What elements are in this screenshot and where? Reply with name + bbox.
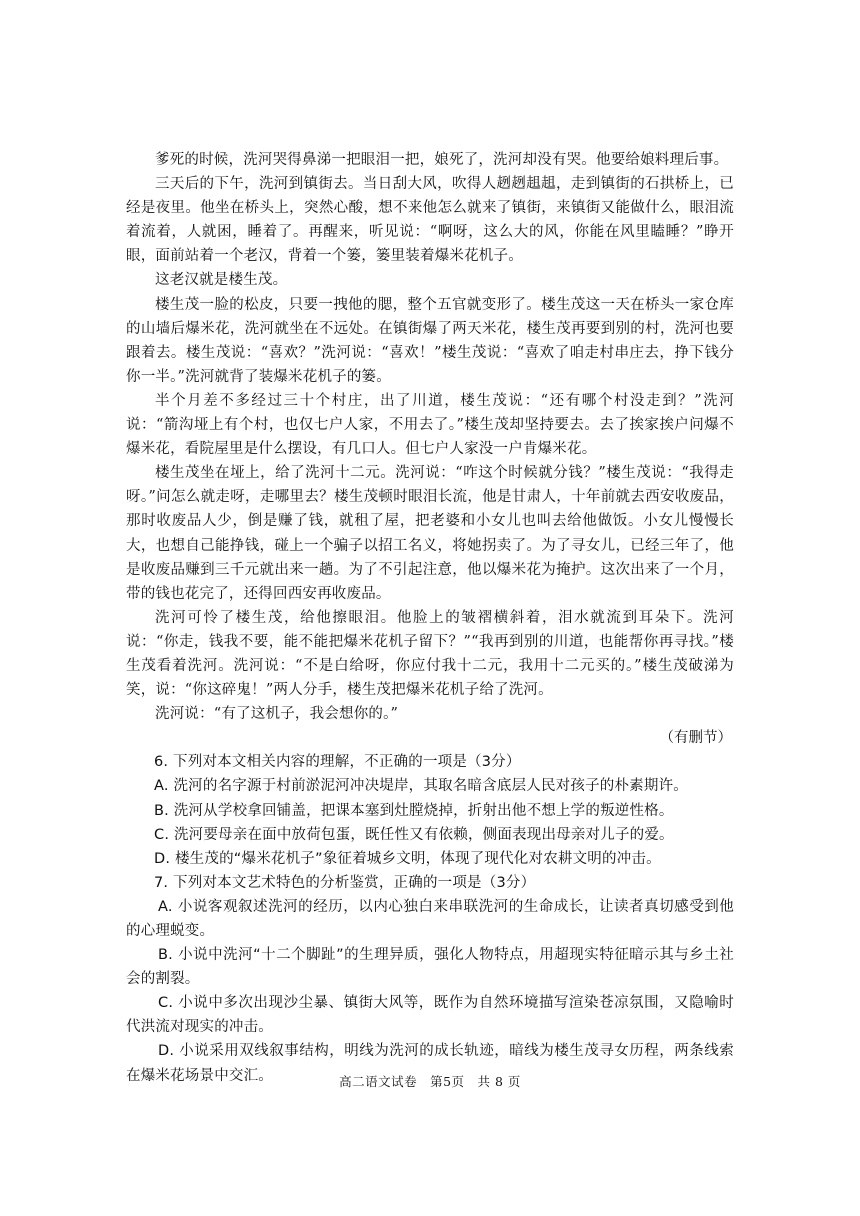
story-paragraph: 半个月差不多经过三十个村庄，出了川道，楼生茂说：“还有哪个村没走到？”洗河说：“箭沟垭上有个村，也仅七户人家，不用去了。”楼生茂却坚持要去。去了挨家挨户问爆不爆米花，看院屋里是什么摆设，有几口人。但七户人家没一户肯爆米花。 [126, 392, 734, 458]
question-6-option-d: D. 楼生茂的“爆米花机子”象征着城乡文明，体现了现代化对农耕文明的冲击。 [154, 850, 661, 867]
story-paragraph: 楼生茂一脸的松皮，只要一拽他的腮，整个五官就变形了。楼生茂这一天在桥头一家仓库的山墙后爆米花，洗河就坐在不远处。在镇街爆了两天米花，楼生茂再要到别的村，洗河也要跟着去。楼生茂说：“喜欢？”洗河说：“喜欢！”楼生茂说：“喜欢了咱走村串庄去，挣下钱分你一半。”洗河就背了装爆米花机子的篓。 [126, 296, 734, 385]
question-6-option-a: A. 洗河的名字源于村前淤泥河冲决堤岸，其取名暗含底层人民对孩子的朴素期许。 [154, 778, 688, 795]
question-7-stem: 7. 下列对本文艺术特色的分析鉴赏，正确的一项是（3分） [154, 874, 536, 891]
story-paragraph: 洗河说：“有了这机子，我会想你的。” [155, 706, 399, 723]
question-7-option-a: A. 小说客观叙述洗河的经历，以内心独白来串联洗河的生命成长，让读者真切感受到他的心理蜕变。 [126, 898, 734, 939]
story-paragraph: 楼生茂坐在垭上，给了洗河十二元。洗河说：“咋这个时候就分钱？”楼生茂说：“我得走呀。”问怎么就走呀，走哪里去？楼生茂顿时眼泪长流，他是甘肃人，十年前就去西安收废品，那时收废品人少，倒是赚了钱，就租了屋，把老婆和小女儿也叫去给他做饭。小女儿慢慢长大，也想自己能挣钱，碰上一个骗子以招工名义，将她拐卖了。为了寻女儿，已经三年了，他是收废品赚到三千元就出来一趟。为了不引起注意，他以爆米花为掩护。这次出来了一个月，带的钱也花完了，还得回西安再收废品。 [126, 465, 734, 602]
question-7-option-c: C. 小说中多次出现沙尘暴、镇街大风等，既作为自然环境描写渲染苍凉氛围，又隐喻时代洪流对现实的冲击。 [126, 995, 734, 1036]
question-7-option-d: D. 小说采用双线叙事结构，明线为洗河的成长轨迹，暗线为楼生茂寻女历程，两条线索在爆米花场景中交汇。 [126, 1043, 734, 1084]
story-paragraph: 洗河可怜了楼生茂，给他擦眼泪。他脸上的皱褶横斜着，泪水就流到耳朵下。洗河说：“你走，钱我不要，能不能把爆米花机子留下？”“我再到别的川道，也能帮你再寻找。”楼生茂看着洗河。洗河说：“不是白给呀，你应付我十二元，我用十二元买的。”楼生茂破涕为笑，说：“你这碎鬼！”两人分手，楼生茂把爆米花机子给了洗河。 [126, 609, 734, 699]
story-paragraph: 这老汉就是楼生茂。 [155, 272, 288, 289]
story-paragraph: 三天后的下午，洗河到镇街去。当日刮大风，吹得人趔趔趄趄，走到镇街的石拱桥上，已经是夜里。他坐在桥头上，突然心酸，想不来他怎么就来了镇街，来镇街又能做什么，眼泪流着流着，人就困，睡着了。再醒来，听见说：“啊呀，这么大的风，你能在风里瞌睡？”睁开眼，面前站着一个老汉，背着一个篓，篓里装着爆米花机子。 [126, 176, 734, 265]
question-6-stem: 6. 下列对本文相关内容的理解，不正确的一项是（3分） [154, 754, 521, 771]
question-6-option-c: C. 洗河要母亲在面中放荷包蛋，既任性又有依赖，侧面表现出母亲对儿子的爱。 [154, 826, 674, 843]
abridged-note: （有删节） [659, 730, 732, 747]
story-paragraph: 爹死的时候，洗河哭得鼻涕一把眼泪一把，娘死了，洗河却没有哭。他要给娘料理后事。 [155, 152, 729, 168]
document-body [126, 148, 734, 1088]
page-footer: 高二语文试卷 第5页 共 8 页 [339, 1074, 521, 1089]
question-6-option-b: B. 洗河从学校拿回铺盖，把课本塞到灶膛烧掉，折射出他不想上学的叛逆性格。 [154, 802, 674, 819]
question-7-option-b: B. 小说中洗河“十二个脚趾”的生理异质，强化人物特点，用超现实特征暗示其与乡土社会的割裂。 [126, 947, 734, 988]
